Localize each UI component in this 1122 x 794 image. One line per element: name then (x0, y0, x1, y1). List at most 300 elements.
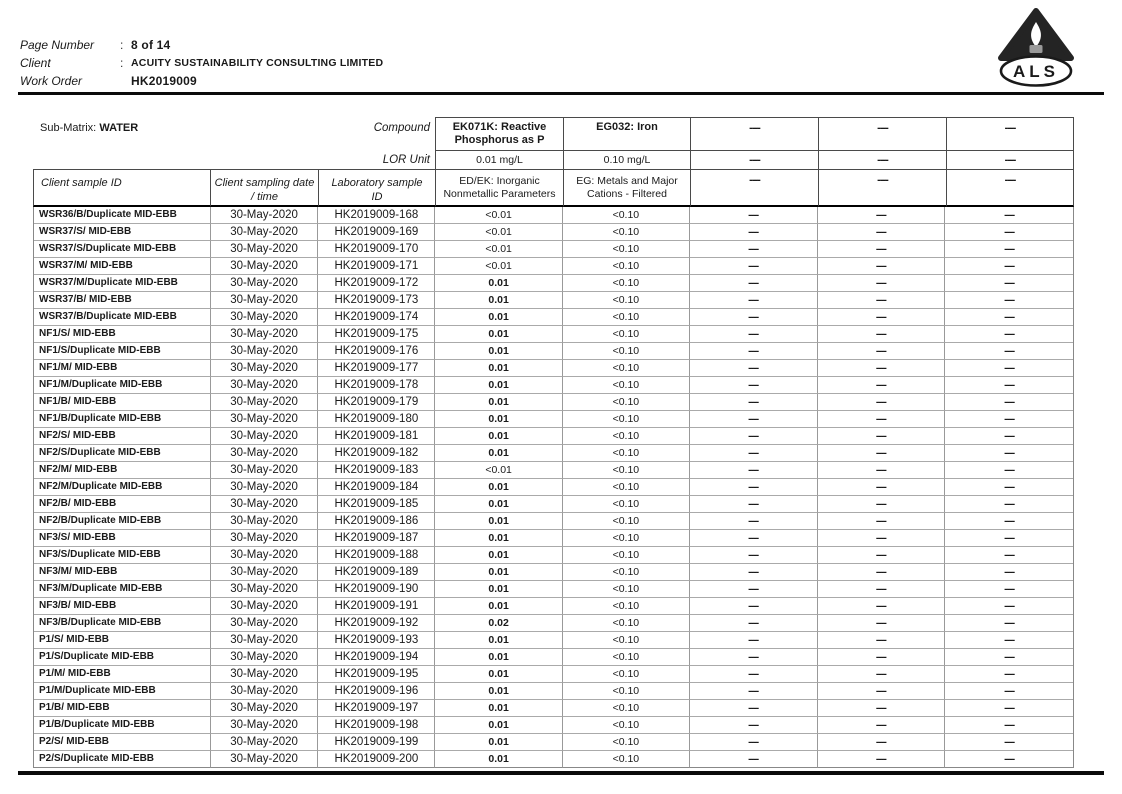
cell-sampling-date: 30-May-2020 (211, 224, 319, 241)
cell-result-value: ---- (690, 377, 818, 394)
cell-result-value: ---- (945, 309, 1073, 326)
cell-result-value: ---- (690, 207, 818, 224)
table-row (33, 581, 1074, 598)
method-group-dash: ---- (818, 169, 946, 207)
table-row (33, 564, 1074, 581)
table-row (33, 360, 1074, 377)
als-logo (993, 7, 1079, 89)
cell-result-value: ---- (818, 309, 946, 326)
cell-sampling-date: 30-May-2020 (211, 394, 319, 411)
cell-lab-sample-id: HK2019009-182 (318, 445, 435, 462)
cell-sampling-date: 30-May-2020 (211, 564, 319, 581)
cell-sample-id: WSR36/B/Duplicate MID-EBB (34, 207, 211, 224)
cell-sample-id: NF2/S/ MID-EBB (34, 428, 211, 445)
page-header-fields (20, 36, 383, 90)
cell-result-value: ---- (818, 445, 946, 462)
cell-result-value: 0.01 (435, 445, 563, 462)
cell-result-value: 0.01 (435, 683, 563, 700)
header-field-work-order (20, 72, 383, 90)
cell-sampling-date: 30-May-2020 (211, 683, 319, 700)
field-separator: : (120, 56, 124, 70)
compound-name-dash: ---- (946, 117, 1074, 150)
cell-result-value: ---- (945, 275, 1073, 292)
cell-sampling-date: 30-May-2020 (211, 632, 319, 649)
cell-result-value: ---- (818, 530, 946, 547)
cell-lab-sample-id: HK2019009-175 (318, 326, 435, 343)
cell-result-value: 0.01 (435, 700, 563, 717)
cell-result-value: 0.01 (435, 734, 563, 751)
cell-result-value: ---- (690, 275, 818, 292)
cell-result-value: ---- (818, 241, 946, 258)
cell-lab-sample-id: HK2019009-196 (318, 683, 435, 700)
cell-result-value: ---- (690, 411, 818, 428)
cell-result-value: 0.01 (435, 581, 563, 598)
cell-sample-id: WSR37/B/ MID-EBB (34, 292, 211, 309)
cell-sampling-date: 30-May-2020 (211, 207, 319, 224)
cell-result-value: ---- (945, 377, 1073, 394)
cell-result-value: ---- (818, 224, 946, 241)
cell-result-value: ---- (690, 700, 818, 717)
table-row (33, 309, 1074, 326)
cell-sample-id: WSR37/M/Duplicate MID-EBB (34, 275, 211, 292)
table-row (33, 666, 1074, 683)
cell-result-value: ---- (945, 632, 1073, 649)
cell-result-value: 0.01 (435, 530, 563, 547)
field-label: Client (20, 56, 51, 70)
cell-result-value: ---- (818, 751, 946, 768)
cell-result-value: ---- (690, 496, 818, 513)
cell-lab-sample-id: HK2019009-186 (318, 513, 435, 530)
cell-result-value: ---- (945, 734, 1073, 751)
field-value: ACUITY SUSTAINABILITY CONSULTING LIMITED (131, 57, 384, 69)
cell-sampling-date: 30-May-2020 (211, 241, 319, 258)
compound-name: EK071K: Reactive Phosphorus as P (435, 117, 563, 150)
compound-name-dash: ---- (690, 117, 818, 150)
cell-sampling-date: 30-May-2020 (211, 309, 319, 326)
table-row (33, 224, 1074, 241)
cell-result-value: ---- (945, 394, 1073, 411)
cell-lab-sample-id: HK2019009-199 (318, 734, 435, 751)
table-row (33, 258, 1074, 275)
table-row (33, 377, 1074, 394)
cell-result-value: ---- (690, 513, 818, 530)
table-row (33, 649, 1074, 666)
cell-lab-sample-id: HK2019009-168 (318, 207, 435, 224)
cell-result-value: <0.10 (563, 513, 690, 530)
cell-result-value: <0.10 (563, 241, 690, 258)
cell-result-value: ---- (945, 598, 1073, 615)
cell-result-value: ---- (690, 598, 818, 615)
field-separator: : (120, 38, 124, 52)
cell-result-value: 0.01 (435, 496, 563, 513)
header-rule (18, 92, 1104, 95)
table-row (33, 275, 1074, 292)
table-row (33, 598, 1074, 615)
cell-result-value: 0.01 (435, 394, 563, 411)
field-label: Page Number (20, 38, 95, 52)
cell-sample-id: NF3/M/Duplicate MID-EBB (34, 581, 211, 598)
cell-result-value: ---- (818, 598, 946, 615)
cell-lab-sample-id: HK2019009-170 (318, 241, 435, 258)
cell-sampling-date: 30-May-2020 (211, 445, 319, 462)
column-header-client-sample-id: Client sample ID (33, 169, 210, 207)
cell-result-value: ---- (690, 326, 818, 343)
cell-result-value: ---- (945, 462, 1073, 479)
cell-result-value: ---- (690, 309, 818, 326)
cell-result-value: ---- (945, 428, 1073, 445)
method-group: ED/EK: Inorganic Nonmetallic Parameters (435, 169, 563, 207)
table-row (33, 700, 1074, 717)
cell-sample-id: NF2/M/Duplicate MID-EBB (34, 479, 211, 496)
cell-result-value: ---- (818, 547, 946, 564)
cell-result-value: ---- (818, 275, 946, 292)
cell-result-value: ---- (818, 649, 946, 666)
cell-result-value: <0.10 (563, 309, 690, 326)
als-logo-icon (993, 7, 1079, 89)
cell-result-value: 0.01 (435, 411, 563, 428)
cell-result-value: ---- (818, 666, 946, 683)
cell-result-value: <0.10 (563, 343, 690, 360)
cell-result-value: ---- (945, 326, 1073, 343)
cell-lab-sample-id: HK2019009-190 (318, 581, 435, 598)
cell-sampling-date: 30-May-2020 (211, 700, 319, 717)
cell-sampling-date: 30-May-2020 (211, 734, 319, 751)
compound-name: EG032: Iron (563, 117, 690, 150)
table-row (33, 445, 1074, 462)
cell-result-value: ---- (945, 224, 1073, 241)
table-row (33, 751, 1074, 768)
cell-result-value: <0.10 (563, 530, 690, 547)
cell-sampling-date: 30-May-2020 (211, 428, 319, 445)
cell-lab-sample-id: HK2019009-191 (318, 598, 435, 615)
cell-result-value: 0.01 (435, 292, 563, 309)
cell-sample-id: P1/M/ MID-EBB (34, 666, 211, 683)
cell-sample-id: P2/S/Duplicate MID-EBB (34, 751, 211, 768)
cell-result-value: ---- (690, 394, 818, 411)
cell-result-value: ---- (818, 479, 946, 496)
cell-result-value: ---- (690, 258, 818, 275)
cell-lab-sample-id: HK2019009-187 (318, 530, 435, 547)
cell-result-value: ---- (690, 530, 818, 547)
compound-row-left (33, 117, 435, 150)
cell-result-value: ---- (818, 581, 946, 598)
cell-result-value: <0.10 (563, 717, 690, 734)
cell-result-value: 0.01 (435, 428, 563, 445)
cell-result-value: ---- (945, 666, 1073, 683)
cell-lab-sample-id: HK2019009-200 (318, 751, 435, 768)
cell-sample-id: P1/B/Duplicate MID-EBB (34, 717, 211, 734)
cell-sampling-date: 30-May-2020 (211, 360, 319, 377)
cell-result-value: ---- (818, 343, 946, 360)
cell-sample-id: P1/B/ MID-EBB (34, 700, 211, 717)
cell-lab-sample-id: HK2019009-185 (318, 496, 435, 513)
cell-result-value: <0.10 (563, 598, 690, 615)
cell-result-value: ---- (818, 564, 946, 581)
table-row (33, 207, 1074, 224)
cell-result-value: ---- (818, 326, 946, 343)
cell-result-value: <0.10 (563, 581, 690, 598)
cell-result-value: <0.10 (563, 207, 690, 224)
cell-result-value: ---- (818, 683, 946, 700)
cell-sample-id: NF2/B/Duplicate MID-EBB (34, 513, 211, 530)
cell-sample-id: NF1/S/Duplicate MID-EBB (34, 343, 211, 360)
compound-row-tag: Compound (373, 122, 430, 134)
cell-result-value: 0.01 (435, 564, 563, 581)
cell-result-value: ---- (690, 479, 818, 496)
table-row (33, 326, 1074, 343)
cell-sample-id: NF3/S/Duplicate MID-EBB (34, 547, 211, 564)
cell-sample-id: NF1/M/ MID-EBB (34, 360, 211, 377)
cell-result-value: 0.01 (435, 547, 563, 564)
cell-result-value: 0.01 (435, 377, 563, 394)
cell-sample-id: P1/M/Duplicate MID-EBB (34, 683, 211, 700)
cell-result-value: <0.10 (563, 326, 690, 343)
table-row (33, 479, 1074, 496)
cell-lab-sample-id: HK2019009-179 (318, 394, 435, 411)
cell-result-value: ---- (690, 462, 818, 479)
cell-result-value: ---- (690, 734, 818, 751)
table-row (33, 615, 1074, 632)
cell-result-value: ---- (818, 496, 946, 513)
field-value: 8 of 14 (131, 38, 171, 52)
cell-result-value: ---- (818, 428, 946, 445)
table-row (33, 547, 1074, 564)
cell-result-value: ---- (945, 700, 1073, 717)
cell-sample-id: NF1/M/Duplicate MID-EBB (34, 377, 211, 394)
cell-lab-sample-id: HK2019009-169 (318, 224, 435, 241)
cell-lab-sample-id: HK2019009-195 (318, 666, 435, 683)
cell-lab-sample-id: HK2019009-184 (318, 479, 435, 496)
cell-sampling-date: 30-May-2020 (211, 666, 319, 683)
compound-lor-dash: ---- (818, 150, 946, 169)
cell-result-value: ---- (945, 258, 1073, 275)
cell-sample-id: NF2/M/ MID-EBB (34, 462, 211, 479)
cell-result-value: 0.01 (435, 751, 563, 768)
header-field-client (20, 54, 383, 72)
cell-result-value: <0.10 (563, 360, 690, 377)
cell-result-value: ---- (818, 615, 946, 632)
cell-result-value: ---- (818, 632, 946, 649)
table-row (33, 632, 1074, 649)
cell-result-value: ---- (945, 513, 1073, 530)
cell-result-value: ---- (690, 564, 818, 581)
compound-lor: 0.01 mg/L (435, 150, 563, 169)
sub-matrix-value: WATER (99, 122, 139, 134)
cell-result-value: <0.10 (563, 751, 690, 768)
cell-result-value: <0.10 (563, 394, 690, 411)
cell-result-value: ---- (690, 428, 818, 445)
cell-lab-sample-id: HK2019009-194 (318, 649, 435, 666)
cell-result-value: <0.10 (563, 445, 690, 462)
cell-result-value: 0.01 (435, 343, 563, 360)
cell-lab-sample-id: HK2019009-173 (318, 292, 435, 309)
table-body (33, 207, 1074, 768)
cell-sample-id: WSR37/S/ MID-EBB (34, 224, 211, 241)
cell-sampling-date: 30-May-2020 (211, 496, 319, 513)
compound-lor-dash: ---- (946, 150, 1074, 169)
cell-result-value: 0.01 (435, 479, 563, 496)
cell-lab-sample-id: HK2019009-177 (318, 360, 435, 377)
cell-result-value: ---- (818, 513, 946, 530)
cell-sample-id: WSR37/B/Duplicate MID-EBB (34, 309, 211, 326)
cell-result-value: ---- (818, 717, 946, 734)
cell-result-value: 0.01 (435, 717, 563, 734)
field-value: HK2019009 (131, 74, 197, 88)
cell-sampling-date: 30-May-2020 (211, 292, 319, 309)
cell-result-value: ---- (690, 581, 818, 598)
cell-result-value: <0.01 (435, 207, 563, 224)
cell-sample-id: WSR37/M/ MID-EBB (34, 258, 211, 275)
cell-result-value: <0.01 (435, 462, 563, 479)
table-row (33, 428, 1074, 445)
cell-result-value: <0.10 (563, 258, 690, 275)
table-row (33, 462, 1074, 479)
cell-result-value: ---- (945, 530, 1073, 547)
cell-result-value: ---- (945, 581, 1073, 598)
cell-result-value: <0.10 (563, 734, 690, 751)
cell-sampling-date: 30-May-2020 (211, 377, 319, 394)
cell-result-value: <0.10 (563, 377, 690, 394)
method-group-dash: ---- (946, 169, 1074, 207)
cell-sampling-date: 30-May-2020 (211, 615, 319, 632)
cell-result-value: <0.01 (435, 258, 563, 275)
cell-result-value: ---- (690, 343, 818, 360)
cell-result-value: ---- (945, 479, 1073, 496)
cell-lab-sample-id: HK2019009-193 (318, 632, 435, 649)
cell-result-value: ---- (690, 224, 818, 241)
cell-sampling-date: 30-May-2020 (211, 462, 319, 479)
cell-result-value: <0.10 (563, 666, 690, 683)
cell-result-value: 0.01 (435, 513, 563, 530)
cell-result-value: ---- (818, 394, 946, 411)
cell-result-value: <0.10 (563, 292, 690, 309)
lor-row-tag: LOR Unit (382, 153, 430, 166)
cell-sample-id: NF2/B/ MID-EBB (34, 496, 211, 513)
table-row (33, 411, 1074, 428)
cell-result-value: ---- (690, 717, 818, 734)
table-row (33, 683, 1074, 700)
cell-result-value: ---- (945, 547, 1073, 564)
cell-result-value: ---- (945, 207, 1073, 224)
cell-result-value: 0.01 (435, 598, 563, 615)
cell-sampling-date: 30-May-2020 (211, 513, 319, 530)
cell-result-value: 0.01 (435, 360, 563, 377)
cell-result-value: 0.01 (435, 275, 563, 292)
cell-sampling-date: 30-May-2020 (211, 717, 319, 734)
cell-result-value: ---- (690, 615, 818, 632)
table-row (33, 292, 1074, 309)
cell-result-value: <0.10 (563, 224, 690, 241)
table-row (33, 343, 1074, 360)
table-row (33, 394, 1074, 411)
cell-result-value: ---- (945, 751, 1073, 768)
cell-result-value: <0.10 (563, 700, 690, 717)
cell-result-value: <0.10 (563, 462, 690, 479)
cell-result-value: ---- (818, 462, 946, 479)
method-group: EG: Metals and Major Cations - Filtered (563, 169, 690, 207)
cell-sample-id: NF2/S/Duplicate MID-EBB (34, 445, 211, 462)
cell-lab-sample-id: HK2019009-181 (318, 428, 435, 445)
cell-result-value: ---- (945, 411, 1073, 428)
cell-lab-sample-id: HK2019009-171 (318, 258, 435, 275)
table-header-columns-row (33, 169, 1074, 207)
cell-sample-id: NF3/S/ MID-EBB (34, 530, 211, 547)
cell-lab-sample-id: HK2019009-188 (318, 547, 435, 564)
cell-lab-sample-id: HK2019009-197 (318, 700, 435, 717)
cell-lab-sample-id: HK2019009-183 (318, 462, 435, 479)
table-row (33, 241, 1074, 258)
cell-result-value: ---- (945, 649, 1073, 666)
cell-result-value: ---- (690, 241, 818, 258)
cell-sampling-date: 30-May-2020 (211, 326, 319, 343)
cell-result-value: ---- (945, 496, 1073, 513)
cell-result-value: <0.10 (563, 683, 690, 700)
cell-sampling-date: 30-May-2020 (211, 547, 319, 564)
cell-sample-id: NF1/B/ MID-EBB (34, 394, 211, 411)
cell-sample-id: NF3/B/Duplicate MID-EBB (34, 615, 211, 632)
sub-matrix-label: Sub-Matrix: WATER (40, 122, 139, 134)
cell-result-value: <0.10 (563, 496, 690, 513)
results-table (33, 117, 1074, 768)
cell-result-value: <0.01 (435, 224, 563, 241)
cell-result-value: ---- (690, 683, 818, 700)
cell-result-value: ---- (818, 734, 946, 751)
cell-result-value: ---- (945, 717, 1073, 734)
cell-result-value: ---- (690, 360, 818, 377)
cell-sampling-date: 30-May-2020 (211, 411, 319, 428)
cell-result-value: ---- (818, 360, 946, 377)
cell-result-value: ---- (818, 377, 946, 394)
cell-sampling-date: 30-May-2020 (211, 581, 319, 598)
cell-lab-sample-id: HK2019009-189 (318, 564, 435, 581)
cell-result-value: <0.10 (563, 649, 690, 666)
footer-rule (18, 771, 1104, 775)
cell-result-value: 0.02 (435, 615, 563, 632)
cell-sample-id: NF3/M/ MID-EBB (34, 564, 211, 581)
cell-sampling-date: 30-May-2020 (211, 275, 319, 292)
cell-result-value: ---- (945, 564, 1073, 581)
table-row (33, 530, 1074, 547)
cell-result-value: ---- (945, 292, 1073, 309)
cell-sample-id: NF1/B/Duplicate MID-EBB (34, 411, 211, 428)
cell-sampling-date: 30-May-2020 (211, 479, 319, 496)
cell-result-value: ---- (690, 445, 818, 462)
als-logo-text: ALS (1013, 62, 1059, 81)
cell-result-value: <0.10 (563, 615, 690, 632)
cell-result-value: ---- (690, 751, 818, 768)
cell-result-value: ---- (690, 632, 818, 649)
cell-result-value: ---- (818, 292, 946, 309)
cell-result-value: ---- (690, 292, 818, 309)
cell-sample-id: NF3/B/ MID-EBB (34, 598, 211, 615)
cell-result-value: ---- (818, 700, 946, 717)
cell-result-value: ---- (690, 666, 818, 683)
lor-row-left (33, 150, 435, 169)
cell-lab-sample-id: HK2019009-178 (318, 377, 435, 394)
table-header-compound-row (33, 117, 1074, 150)
compound-lor: 0.10 mg/L (563, 150, 690, 169)
cell-result-value: <0.10 (563, 411, 690, 428)
cell-result-value: 0.01 (435, 309, 563, 326)
cell-sampling-date: 30-May-2020 (211, 258, 319, 275)
cell-sample-id: NF1/S/ MID-EBB (34, 326, 211, 343)
cell-result-value: <0.10 (563, 632, 690, 649)
cell-result-value: ---- (818, 207, 946, 224)
cell-sample-id: P1/S/Duplicate MID-EBB (34, 649, 211, 666)
cell-result-value: 0.01 (435, 632, 563, 649)
cell-lab-sample-id: HK2019009-198 (318, 717, 435, 734)
cell-result-value: 0.01 (435, 666, 563, 683)
